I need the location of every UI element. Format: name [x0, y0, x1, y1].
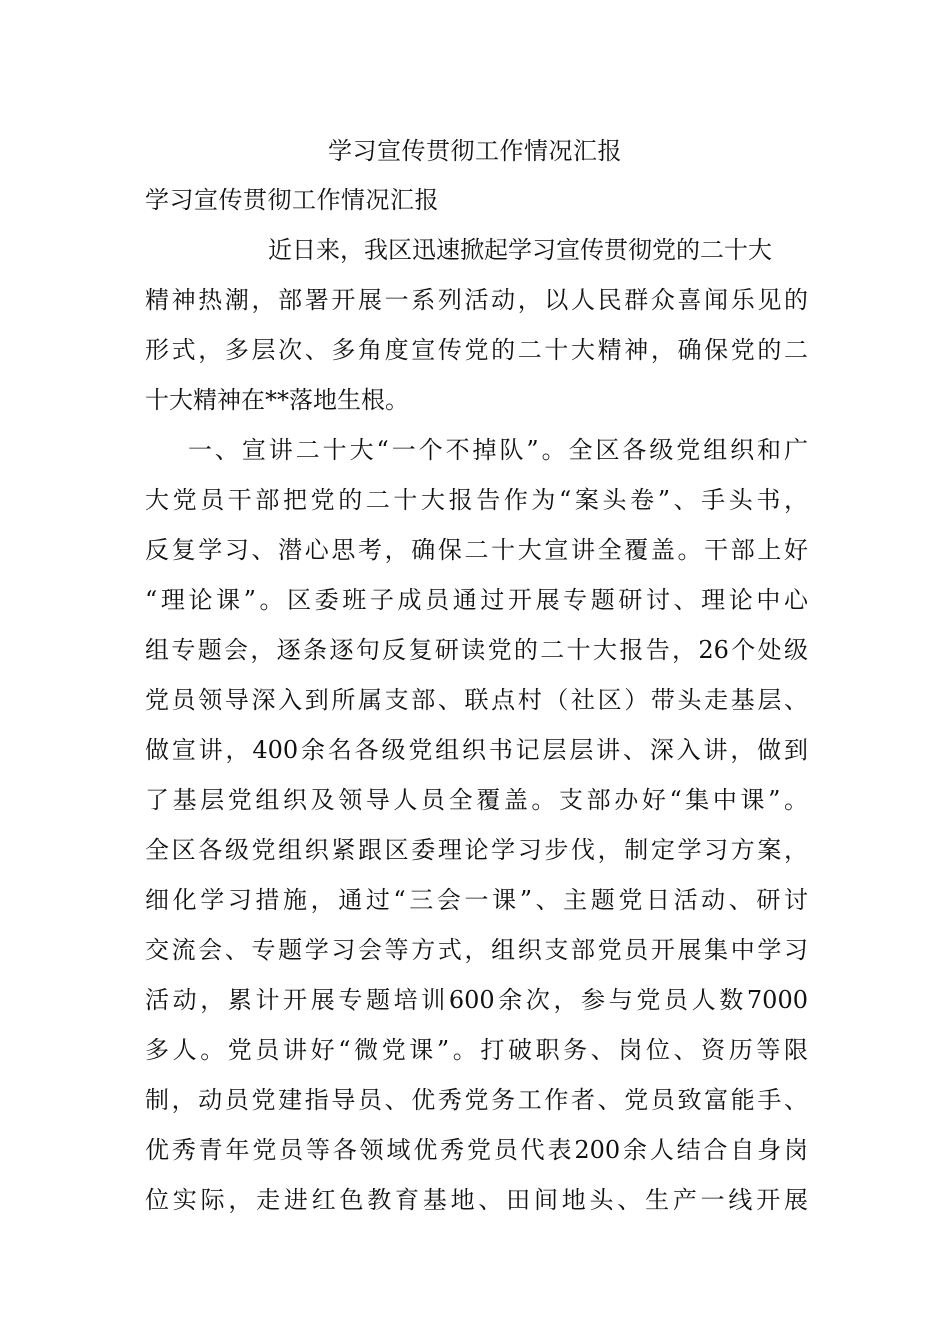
- paragraph-line: 组专题会，逐条逐句反复研读党的二十大报告，26个处级: [145, 636, 808, 664]
- paragraph-line: 交流会、专题学习会等方式，组织支部党员开展集中学习: [145, 936, 808, 964]
- paragraph-line: 做宣讲，400余名各级党组织书记层层讲、深入讲，做到: [145, 736, 808, 764]
- paragraph-line: 一、宣讲二十大“一个不掉队”。全区各级党组织和广: [188, 436, 808, 464]
- paragraph-line: 近日来，我区迅速掀起学习宣传贯彻党的二十大: [268, 236, 772, 264]
- paragraph-line: 形式，多层次、多角度宣传党的二十大精神，确保党的二: [145, 336, 808, 364]
- paragraph-line: 精神热潮，部署开展一系列活动，以人民群众喜闻乐见的: [145, 286, 808, 314]
- paragraph-line: 大党员干部把党的二十大报告作为“案头卷”、手头书，: [145, 486, 808, 514]
- paragraph-line: 活动，累计开展专题培训600余次，参与党员人数7000: [145, 986, 808, 1014]
- document-subtitle: 学习宣传贯彻工作情况汇报: [145, 186, 439, 214]
- paragraph-line: 制，动员党建指导员、优秀党务工作者、党员致富能手、: [145, 1086, 808, 1114]
- paragraph-line: 位实际，走进红色教育基地、田间地头、生产一线开展: [145, 1186, 808, 1214]
- paragraph-line: 反复学习、潜心思考，确保二十大宣讲全覆盖。干部上好: [145, 536, 808, 564]
- paragraph-line: 了基层党组织及领导人员全覆盖。支部办好“集中课”。: [145, 786, 808, 814]
- paragraph-line: 优秀青年党员等各领域优秀党员代表200余人结合自身岗: [145, 1136, 808, 1164]
- paragraph-line: 细化学习措施，通过“三会一课”、主题党日活动、研讨: [145, 886, 808, 914]
- paragraph-line: 全区各级党组织紧跟区委理论学习步伐，制定学习方案，: [145, 836, 808, 864]
- paragraph-line: “理论课”。区委班子成员通过开展专题研讨、理论中心: [145, 586, 808, 614]
- paragraph-line: 党员领导深入到所属支部、联点村（社区）带头走基层、: [145, 686, 808, 714]
- document-title: 学习宣传贯彻工作情况汇报: [328, 137, 622, 165]
- paragraph-line: 多人。党员讲好“微党课”。打破职务、岗位、资历等限: [145, 1036, 808, 1064]
- paragraph-line: 十大精神在**落地生根。: [145, 386, 409, 414]
